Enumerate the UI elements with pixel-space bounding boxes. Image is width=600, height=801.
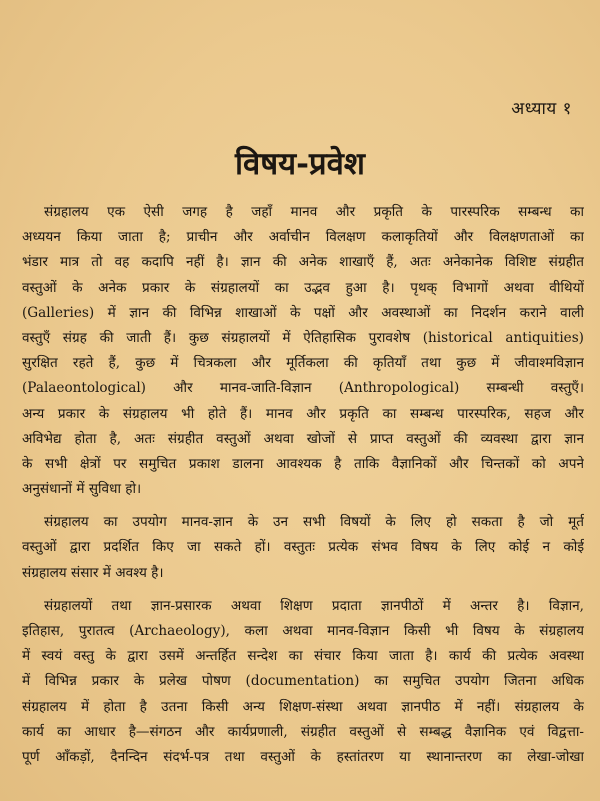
body-text <box>22 200 584 770</box>
page-title: विषय-प्रवेश <box>235 146 365 182</box>
text-line: इतिहास, पुरातत्व (Archaeology), कला अथवा मानव-विज्ञान किसी भी विषय के संग्रहालय <box>22 623 584 639</box>
text-line: वस्तुओं द्वारा प्रदर्शित किए जा सकते हों। वस्तुतः प्रत्येक संभव विषय के लिए कोई न कोई <box>22 539 584 556</box>
text-line: संग्रहालयों तथा ज्ञान-प्रसारक अथवा शिक्षण प्रदाता ज्ञानपीठों में अन्तर है। विज्ञान, <box>44 597 584 614</box>
chapter-label: अध्याय १ <box>511 99 572 119</box>
text-line: पूर्ण आँकड़ों, दैनन्दिन संदर्भ-पत्र तथा वस्तुओं के हस्तांतरण या स्थानान्तरण का लेखा-जोखा <box>22 748 584 765</box>
text-line: अन्य प्रकार के संग्रहालय भी होते हैं। मानव और प्रकृति का सम्बन्ध पारस्परिक, सहज और <box>22 405 584 422</box>
text-line: के सभी क्षेत्रों पर समुचित प्रकाश डालना आवश्यक है ताकि वैज्ञानिकों और चिन्तकों को अपने <box>22 455 584 472</box>
text-line: अनुसंधानों में सुविधा हो। <box>22 481 142 498</box>
text-line: (Palaeontological) और मानव-जाति-विज्ञान (Anthropological) सम्बन्धी वस्तुएँ। <box>22 380 584 397</box>
text-line: (Galleries) में ज्ञान की विभिन्न शाखाओं के पक्षों और अवस्थाओं का निदर्शन कराने वाली <box>22 304 584 321</box>
text-line: संग्रहालय एक ऐसी जगह है जहाँ मानव और प्रकृति के पारस्परिक सम्बन्ध का <box>44 204 584 220</box>
paragraph-1 <box>22 200 584 502</box>
text-line: वस्तुओं के अनेक प्रकार के संग्रहालयों का उद्भव हुआ है। पृथक् विभागों अथवा वीथियों <box>22 279 584 296</box>
paragraph-3 <box>22 594 584 770</box>
text-line: भंडार मात्र तो वह कदापि नहीं है। ज्ञान की अनेक शाखाएँ हैं, अतः अनेकानेक विशिष्ट संग्रहीत <box>22 254 584 271</box>
text-line: वस्तुएँ संग्रह की जाती हैं। कुछ संग्रहालयों में ऐतिहासिक पुरावशेष (historical antiquities) <box>22 329 584 346</box>
paragraph-gap <box>22 586 584 594</box>
text-line: संग्रहालय में होता है उतना किसी अन्य शिक्षण-संस्था अथवा ज्ञानपीठ में नहीं। संग्रहालय के <box>22 698 584 715</box>
text-line: अध्ययन किया जाता है; प्राचीन और अर्वाचीन विलक्षण कलाकृतियों और विलक्षणताओं का <box>22 229 584 246</box>
paragraph-gap <box>22 502 584 510</box>
paragraph-2 <box>22 510 584 586</box>
text-line: सुरक्षित रहते हैं, कुछ में चित्रकला और मूर्तिकला की कृतियाँ तथा कुछ में जीवाश्मविज्ञान <box>22 355 584 372</box>
text-line: संग्रहालय संसार में अवश्य है। <box>22 564 164 581</box>
text-line: संग्रहालय का उपयोग मानव-ज्ञान के उन सभी विषयों के लिए हो सकता है जो मूर्त <box>44 514 584 531</box>
text-line: कार्य का आधार है—संगठन और कार्यप्रणाली, संग्रहीत वस्तुओं से सम्बद्ध वैज्ञानिक एवं विद्वत्ता- <box>22 723 584 740</box>
text-line: में विभिन्न प्रकार के प्रलेख पोषण (documentation) का समुचित उपयोग जितना अधिक <box>22 673 584 690</box>
text-line: में स्वयं वस्तु के द्वारा उसमें अन्तर्हित सन्देश का संचार किया जाता है। कार्य की प्रत्येक अवस्था <box>22 648 584 665</box>
text-line: अविभेद्य होता है, अतः संग्रहीत वस्तुओं अथवा खोजों से प्राप्त वस्तुओं की व्यवस्था द्वारा ज्ञान <box>22 430 584 447</box>
